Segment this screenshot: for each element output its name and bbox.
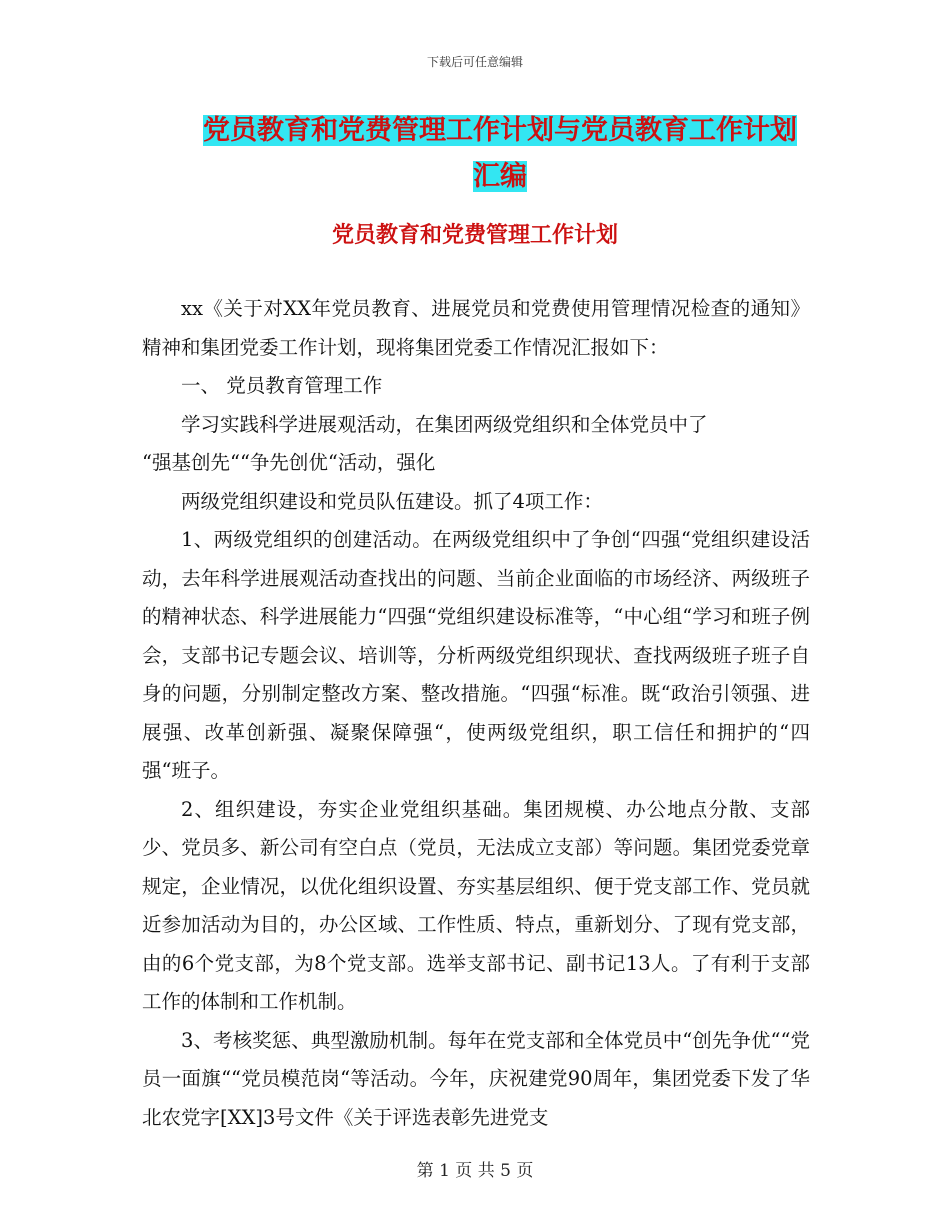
- paragraph-item-3: 3、考核奖惩、典型激励机制。每年在党支部和全体党员中“创先争优““党员一面旗““党员模范岗“等活动。今年，庆祝建党90周年，集团党委下发了华北农党字[XX]3号文件《关于评选表彰先进党支: [142, 1028, 810, 1129]
- header-note: 下载后可任意编辑: [426, 55, 523, 69]
- paragraph-activities: “强基创先““争先创优“活动，强化: [142, 451, 436, 474]
- document-title-text: 党员教育和党费管理工作计划与党员教育工作计划汇编: [203, 115, 797, 192]
- page-number: 第 1 页 共 5 页: [416, 1161, 534, 1181]
- paragraph-heading-1: 一、 党员教育管理工作: [181, 374, 383, 397]
- paragraph-item-2: 2、组织建设，夯实企业党组织基础。集团规模、办公地点分散、支部少、党员多、新公司有空白点（党员，无法成立支部）等问题。集团党委党章规定，企业情况，以优化组织设置、夯实基层组织、便于党支部工作、党员就近参加活动为目的，办公区域、工作性质、特点，重新划分、了现有党支部，由的6个党支部，为8个党支部。选举支部书记、副书记13人。了有利于支部工作的体制和工作机制。: [142, 797, 810, 1013]
- section-title: 党员教育和党费管理工作计划: [331, 223, 618, 248]
- paragraph-four-tasks: 两级党组织建设和党员队伍建设。抓了4项工作：: [181, 489, 603, 513]
- paragraph-item-1: 1、两级党组织的创建活动。在两级党组织中了争创“四强“党组织建设活动，去年科学进展观活动查找出的问题、当前企业面临的市场经济、两级班子的精神状态、科学进展能力“四强“党组织建设标准等，“中心组“学习和班子例会，支部书记专题会议、培训等，分析两级党组织现状、查找两级班子班子自身的问题，分别制定整改方案、整改措施。“四强“标准。既“政治引领强、进展强、改革创新强、凝聚保障强“，使两级党组织，职工信任和拥护的“四强“班子。: [142, 528, 810, 782]
- paragraph-study-practice: 学习实践科学进展观活动，在集团两级党组织和全体党员中了: [181, 412, 708, 436]
- document-title: [190, 108, 810, 200]
- document-body: [142, 290, 810, 1137]
- paragraph-intro: xx《关于对XX年党员教育、进展党员和党费使用管理情况检查的通知》精神和集团党委工作计划，现将集团党委工作情况汇报如下：: [142, 297, 810, 359]
